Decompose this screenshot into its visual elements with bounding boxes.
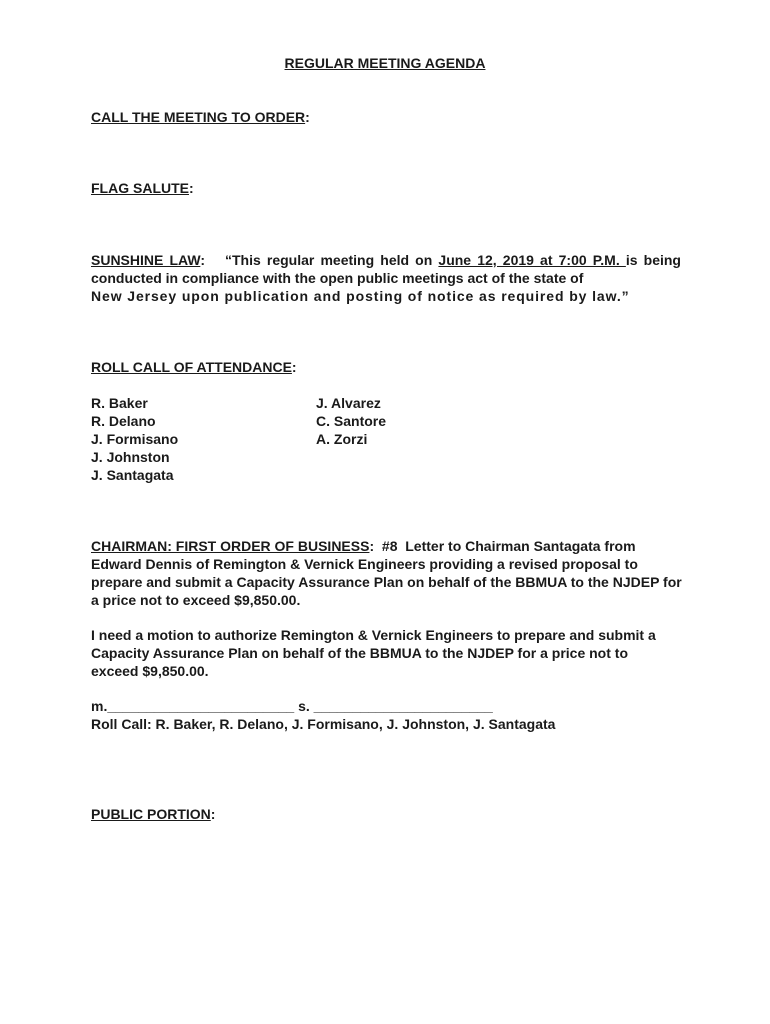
- roll-call-section: [91, 358, 681, 376]
- attendee-name: J. Johnston: [91, 449, 170, 465]
- first-order-text: #8 Letter to Chairman Santagata from Edward Dennis of Remington & Vernick Engineers providing a revised proposal to prepare and submit a Capacity Assurance Plan on behalf of the BBMUA to the NJDEP for a price not to exceed $9,850.00.: [91, 538, 686, 608]
- roll-call-heading: ROLL CALL OF ATTENDANCE: [91, 359, 292, 375]
- sunshine-law-colon: :: [200, 252, 205, 268]
- motion-paragraph: I need a motion to authorize Remington & Vernick Engineers to prepare and submit a Capacity Assurance Plan on behalf of the BBMUA to the NJDEP for a price not to exceed $9,850.00.: [91, 627, 656, 679]
- sunshine-law-paragraph: [91, 251, 681, 287]
- roll-call-vote-line: Roll Call: R. Baker, R. Delano, J. Formisano, J. Johnston, J. Santagata: [91, 716, 556, 732]
- attendee-name: R. Baker: [91, 395, 148, 411]
- attendee-name: J. Alvarez: [316, 395, 381, 411]
- call-to-order-heading: CALL THE MEETING TO ORDER: [91, 109, 306, 125]
- sunshine-text-before: “This regular meeting held on: [225, 252, 439, 268]
- first-order-heading: CHAIRMAN: FIRST ORDER OF BUSINESS: [91, 538, 370, 554]
- attendance-right-column: [316, 394, 386, 448]
- first-order-section: [91, 537, 686, 609]
- attendance-left-column: [91, 394, 178, 484]
- sunshine-law-last-line: New Jersey upon publication and posting of notice as required by law.”: [91, 288, 630, 304]
- first-order-paragraph: [91, 537, 686, 609]
- title-text: REGULAR MEETING AGENDA: [284, 55, 486, 71]
- attendee-name: C. Santore: [316, 413, 387, 429]
- public-portion-colon: :: [210, 806, 216, 822]
- call-to-order-section: [91, 108, 681, 126]
- first-order-colon: :: [369, 538, 375, 554]
- attendee-name: A. Zorzi: [316, 431, 368, 447]
- sunshine-text-after: is being conducted in compliance with the open public meetings act of the state of: [91, 252, 681, 286]
- sunshine-law-heading: SUNSHINE LAW: [91, 252, 201, 268]
- meeting-date: June 12, 2019 at 7:00 P.M.: [438, 252, 626, 268]
- public-portion-section: [91, 805, 681, 823]
- public-portion-heading: PUBLIC PORTION: [91, 806, 211, 822]
- attendee-name: R. Delano: [91, 413, 156, 429]
- call-to-order-colon: :: [305, 109, 310, 125]
- page-title: [0, 55, 770, 72]
- attendee-name: J. Formisano: [91, 431, 179, 447]
- attendee-name: J. Santagata: [91, 467, 174, 483]
- flag-salute-section: [91, 179, 681, 197]
- flag-salute-heading: FLAG SALUTE: [91, 180, 189, 196]
- motion-second-line: m.________________________ s. _______________________: [91, 698, 493, 714]
- roll-call-colon: :: [291, 359, 297, 375]
- sunshine-law-section: [91, 251, 681, 305]
- flag-salute-colon: :: [189, 180, 194, 196]
